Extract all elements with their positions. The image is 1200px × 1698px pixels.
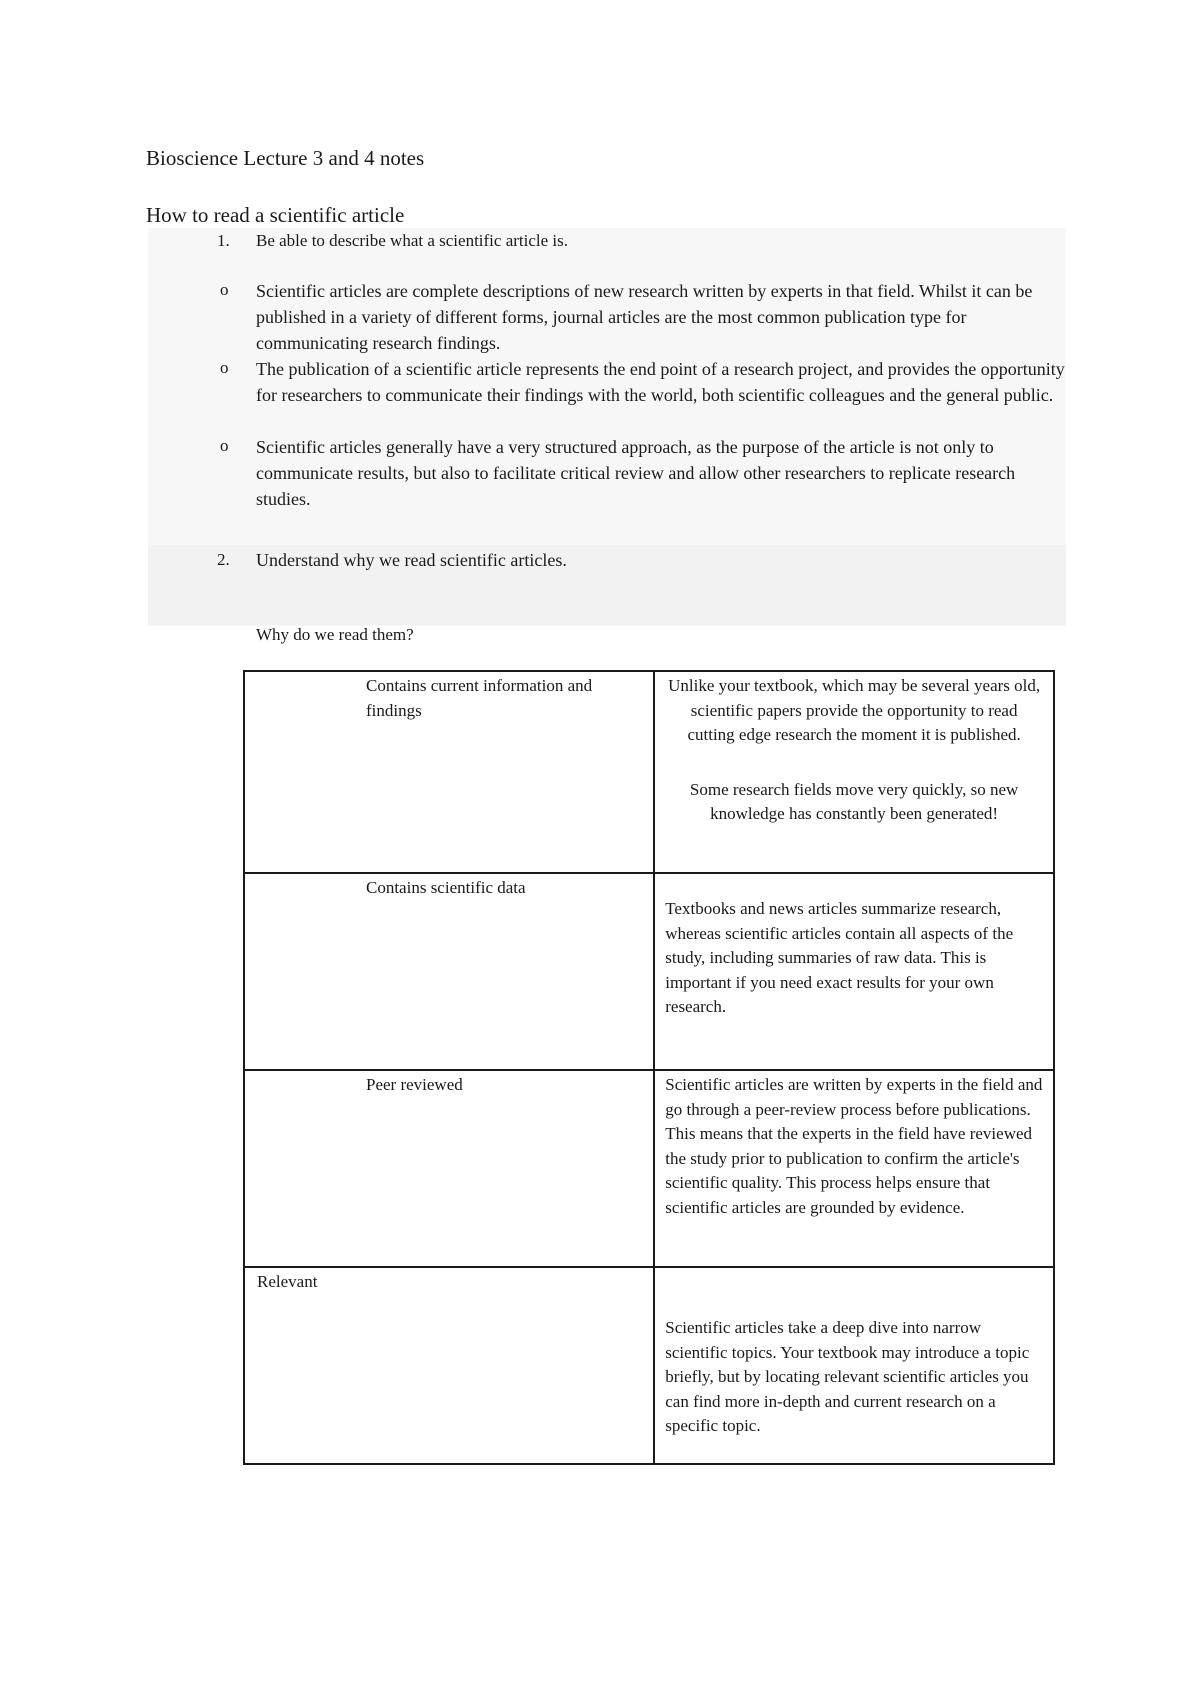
objective-text-1: Be able to describe what a scientific article is. (256, 231, 569, 250)
reason-cell (244, 1267, 654, 1464)
explanation-text: Some research fields move very quickly, so new knowledge has constantly been generated! (689, 779, 1019, 823)
bullet-paragraph-1: Scientific articles are complete descriptions of new research written by experts in that field. Whilst it can be published in a variety of different forms, journal articles are the most common publication type for communicating research findings. (256, 281, 1033, 353)
explanation-text: Scientific articles take a deep dive into narrow scientific topics. Your textbook may introduce a topic briefly, but by locating relevant scientific articles you can find more in-depth and current research on a specific topic. (665, 1318, 1030, 1435)
explanation-cell (654, 671, 1054, 873)
bullet-marker: o (220, 358, 229, 377)
bullet-marker: o (220, 436, 229, 455)
bullet-paragraph-3: Scientific articles generally have a very structured approach, as the purpose of the article is not only to communicate results, but also to facilitate critical review and allow other researchers to replicate research studies. (256, 437, 1016, 509)
document-title: Bioscience Lecture 3 and 4 notes (146, 146, 425, 170)
reason-cell (244, 1070, 654, 1267)
explanation-cell (654, 1267, 1054, 1464)
objective-number-2: 2. (217, 550, 230, 569)
objective-text-2: Understand why we read scientific articles. (256, 550, 567, 570)
reason-text: Contains current information and findings (366, 676, 593, 720)
table-row (244, 873, 1054, 1070)
explanation-text: Unlike your textbook, which may be several years old, scientific papers provide the opportunity to read cutting edge research the moment it is published. (668, 676, 1041, 744)
table-row (244, 1267, 1054, 1464)
why-heading: Why do we read them? (256, 625, 414, 644)
explanation-text: Textbooks and news articles summarize research, whereas scientific articles contain all aspects of the study, including summaries of raw data. This is important if you need exact results for your own research. (665, 899, 1014, 1016)
table-row (244, 1070, 1054, 1267)
reason-text: Relevant (257, 1272, 318, 1291)
reason-text: Peer reviewed (366, 1075, 463, 1094)
reasons-table (243, 670, 1055, 1465)
explanation-text: Scientific articles are written by experts in the field and go through a peer-review process before publications. This means that the experts in the field have reviewed the study prior to publication to confirm the article's scientific quality. This process helps ensure that scientific articles are grounded by evidence. (665, 1075, 1043, 1217)
reason-cell (244, 873, 654, 1070)
reason-text: Contains scientific data (366, 878, 526, 897)
bullet-paragraph-2: The publication of a scientific article represents the end point of a research project, and provides the opportunity for researchers to communicate their findings with the world, both scientific colleagues and the general public. (256, 359, 1065, 405)
table-row (244, 671, 1054, 873)
bullet-marker: o (220, 280, 229, 299)
explanation-cell (654, 1070, 1054, 1267)
reason-cell (244, 671, 654, 873)
objective-number-1: 1. (217, 231, 230, 250)
explanation-cell (654, 873, 1054, 1070)
section-heading: How to read a scientific article (146, 203, 405, 227)
